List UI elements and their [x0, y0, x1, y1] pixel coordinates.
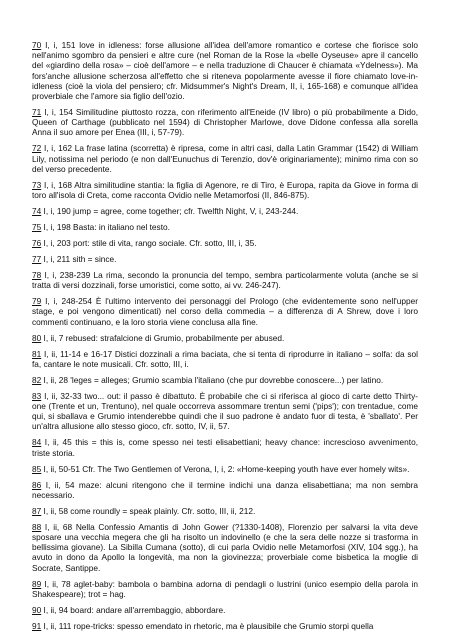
note-text: I, i, 162 La frase latina (scorretta) è ripresa, come in altri casi, dalla Latin Grammar (1542) di William Lily, notissima nel periodo (e non dall'Eunuchus di Terenzio, dov'è originariamente); minimo rima con so del verso precedente.: [32, 143, 418, 174]
note-ref-link[interactable]: 91: [32, 620, 42, 631]
note-text: I, ii, 94 board: andare all'arrembaggio, abbordare.: [41, 604, 226, 615]
note-73: [32, 180, 418, 200]
note-77: [32, 254, 418, 264]
note-ref-link[interactable]: 88: [32, 521, 42, 532]
note-ref-link[interactable]: 74: [32, 206, 42, 217]
note-ref-link[interactable]: 90: [32, 604, 42, 615]
note-81: [32, 349, 418, 369]
note-70: [32, 40, 418, 101]
note-76: [32, 238, 418, 248]
note-text: I, ii, 11-14 e 16-17 Distici dozzinali a rima baciata, che si tenta di riprodurre in italiano – solfa: da sol fa, cantare le note musicali. Cfr. sotto, III, i.: [32, 348, 418, 369]
note-ref-link[interactable]: 81: [32, 348, 42, 359]
note-ref-link[interactable]: 83: [32, 390, 42, 401]
note-text: I, ii, 7 rebused: strafalcione di Grumio, probabilmente per abused.: [41, 332, 285, 343]
note-text: I, i, 198 Basta: in italiano nel testo.: [41, 222, 170, 233]
note-79: [32, 296, 418, 327]
note-ref-link[interactable]: 82: [32, 374, 42, 385]
note-ref-link[interactable]: 79: [32, 296, 42, 307]
note-82: [32, 375, 418, 385]
note-text: I, i, 154 Similitudine piuttosto rozza, con riferimento all'Eneide (IV libro) o più probabilmente a Dido, Queen of Carthage (pubblicato nel 1594) di Christopher Marlowe, dove Didone confessa alla sorella Anna il suo amore per Enea (III, i, 57-79).: [32, 107, 418, 138]
note-text: I, i, 168 Altra similitudine stantia: la figlia di Agenore, re di Tiro, è Europa, rapita da Giove in forma di toro all'isola di Creta, come racconta Ovidio nelle Metamorfosi (II, 846-875).: [32, 179, 418, 201]
note-71: [32, 107, 418, 138]
note-text: I, ii, 111 rope-tricks: spesso emendato in rhetoric, ma è plausibile che Grumio storpi quella: [41, 620, 374, 631]
note-ref-link[interactable]: 85: [32, 463, 42, 474]
note-text: I, ii, 54 maze: alcuni ritengono che il termine indichi una danza elisabettiana; ma non sembra necessario.: [32, 479, 418, 500]
note-ref-link[interactable]: 78: [32, 270, 42, 281]
note-ref-link[interactable]: 72: [32, 143, 42, 154]
note-ref-link[interactable]: 80: [32, 332, 42, 343]
note-ref-link[interactable]: 75: [32, 222, 42, 233]
note-text: I, ii, 50-51 Cfr. The Two Gentlemen of Verona, I, i, 2: «Home-keeping youth have ever homely wits».: [41, 463, 410, 474]
note-text: I, i, 238-239 La rima, secondo la pronuncia del tempo, sembra particolarmente voluta (anche se si tratta di versi dozzinali, forse umoristici, come sotto, ai vv. 246-247).: [32, 270, 418, 291]
note-83: [32, 391, 418, 432]
note-text: I, i, 151 love in idleness: forse allusione all'idea dell'amore romantico e cortese che fiorisce solo nell'animo sgombro da pensieri e altre cure (nel Roman de la Rose la «belle Oyseuse» apre il cancello del «giardino della rosa» – cioè dell'amore – e nella traduzione di Chaucer è chiamata «Ydelness»). Ma fors'anche allusione scherzosa all'effetto che si riteneva popolarmente avesse il fiore chiamato love-in-idleness (cioè la viola del pensiero; cfr. Midsummer's Night's Dream, II, i, 165-168) e comunque all'idea proverbiale che l'amore sia figlio dell'ozio.: [32, 40, 418, 102]
note-75: [32, 222, 418, 232]
note-86: [32, 480, 418, 500]
note-text: I, i, 211 sith = since.: [41, 254, 117, 265]
note-text: I, i, 203 port: stile di vita, rango sociale. Cfr. sotto, III, i, 35.: [41, 238, 257, 249]
note-text: I, ii, 78 aglet-baby: bambola o bambina adorna di pendagli o lustrini (unico esempio della parola in Shakespeare); trot = hag.: [32, 578, 418, 599]
note-88: [32, 522, 418, 573]
note-text: I, ii, 32-33 two... out: il passo è dibattuto. È probabile che ci si riferisca al gioco di carte detto Thirty-one (Trente et un, Trentuno), nel quale occorreva assommare trentun semi ('pips'); con trentadue, come qui, si sballava e Grumio intenderebbe quindi che il suo padrone è andato fuor di testa, è 'sballato'. Per un'altra allusione allo stesso gioco, cfr. sotto, IV, ii, 57.: [32, 390, 418, 432]
note-ref-link[interactable]: 73: [32, 179, 42, 190]
note-ref-link[interactable]: 87: [32, 505, 42, 516]
note-78: [32, 270, 418, 290]
note-84: [32, 437, 418, 457]
note-87: [32, 506, 418, 516]
note-74: [32, 206, 418, 216]
note-ref-link[interactable]: 77: [32, 254, 42, 265]
note-ref-link[interactable]: 76: [32, 238, 42, 249]
note-72: [32, 143, 418, 174]
note-ref-link[interactable]: 70: [32, 40, 42, 50]
note-text: I, ii, 28 'leges = alleges; Grumio scambia l'italiano (che pur dovrebbe conoscere...) per latino.: [41, 374, 384, 385]
note-ref-link[interactable]: 84: [32, 437, 42, 448]
note-text: I, i, 190 jump = agree, come together; cfr. Twelfth Night, V, i, 243-244.: [41, 206, 299, 217]
note-text: I, ii, 58 come roundly = speak plainly. Cfr. sotto, III, ii, 212.: [41, 505, 256, 516]
note-91: [32, 621, 418, 631]
note-ref-link[interactable]: 89: [32, 578, 42, 589]
note-90: [32, 605, 418, 615]
note-text: I, i, 248-254 È l'ultimo intervento dei personaggi del Prologo (che evidentemente sono nell'upper stage, e poi vengono dimenticati) nel corso della commedia – a differenza di A Shrew, dove i loro commenti continuano, e la loro storia viene conclusa alla fine.: [32, 296, 418, 327]
note-text: I, ii, 68 Nella Confessio Amantis di John Gower (?1330-1408), Florenzio per salvarsi la vita deve sposare una vecchia megera che gli ha risolto un indovinello (e che la sera delle nozze si trasforma in bellissima giovane). La Sibilla Cumana (sotto), di cui parla Ovidio nelle Metamorfosi (XIV, 104 sgg.), ha avuto in dono da Apollo la longevità, ma non la giovinezza; proverbiale come bisbetica la moglie di Socrate, Santippe.: [32, 521, 418, 573]
note-text: I, ii, 45 this = this is, come spesso nei testi elisabettiani; heavy chance: increscioso avvenimento, triste storia.: [32, 437, 418, 458]
note-89: [32, 579, 418, 599]
note-ref-link[interactable]: 71: [32, 107, 42, 118]
note-85: [32, 464, 418, 474]
note-ref-link[interactable]: 86: [32, 479, 42, 490]
note-80: [32, 333, 418, 343]
